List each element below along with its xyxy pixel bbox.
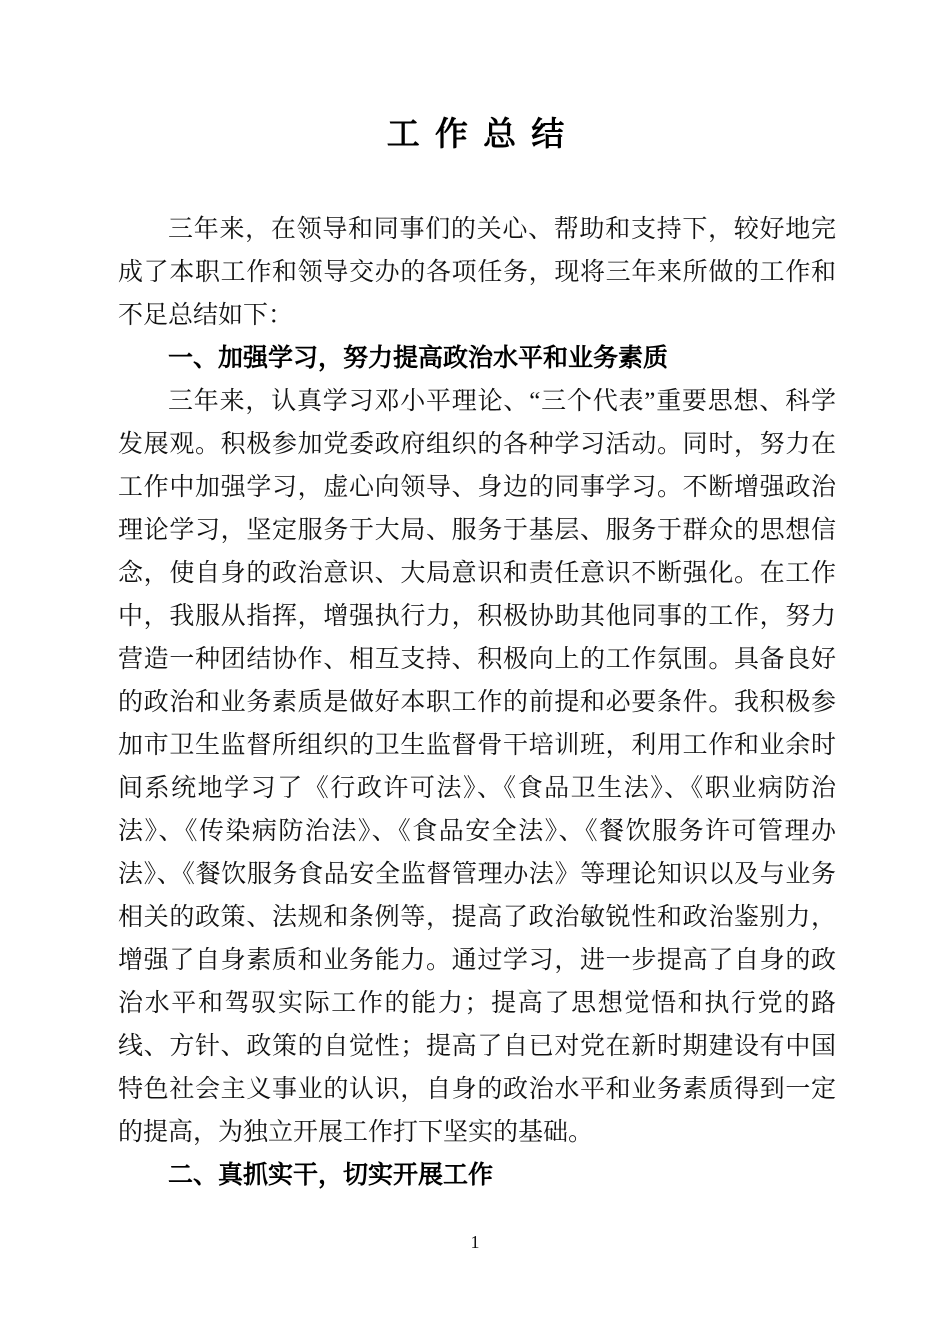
section-1-paragraph: 三年来，认真学习邓小平理论、“三个代表”重要思想、科学发展观。积极参加党委政府组织的各种学习活动。同时，努力在工作中加强学习，虚心向领导、身边的同事学习。不断增强政治理论学习，坚定服务于大局、服务于基层、服务于群众的思想信念，使自身的政治意识、大局意识和责任意识不断强化。在工作中，我服从指挥，增强执行力，积极协助其他同事的工作，努力营造一种团结协作、相互支持、积极向上的工作氛围。具备良好的政治和业务素质是做好本职工作的前提和必要条件。我积极参加市卫生监督所组织的卫生监督骨干培训班，利用工作和业余时间系统地学习了《行政许可法》、《食品卫生法》、《职业病防治法》、《传染病防治法》、《食品安全法》、《餐饮服务许可管理办法》、《餐饮服务食品安全监督管理办法》等理论知识以及与业务相关的政策、法规和条例等，提高了政治敏锐性和政治鉴别力，增强了自身素质和业务能力。通过学习，进一步提高了自身的政治水平和驾驭实际工作的能力；提高了思想觉悟和执行党的路线、方针、政策的自觉性；提高了自已对党在新时期建设有中国特色社会主义事业的认识，自身的政治水平和业务素质得到一定的提高，为独立开展工作打下坚实的基础。 (118, 388, 836, 1146)
document-title: 工 作 总 结 (386, 115, 568, 152)
section-1-heading: 一、加强学习，努力提高政治水平和业务素质 (168, 344, 669, 372)
page-number: 1 (470, 1232, 480, 1252)
intro-paragraph: 三年来，在领导和同事们的关心、帮助和支持下，较好地完成了本职工作和领导交办的各项任务，现将三年来所做的工作和不足总结如下： (118, 216, 836, 329)
section-2-heading: 二、真抓实干，切实开展工作 (168, 1161, 494, 1189)
